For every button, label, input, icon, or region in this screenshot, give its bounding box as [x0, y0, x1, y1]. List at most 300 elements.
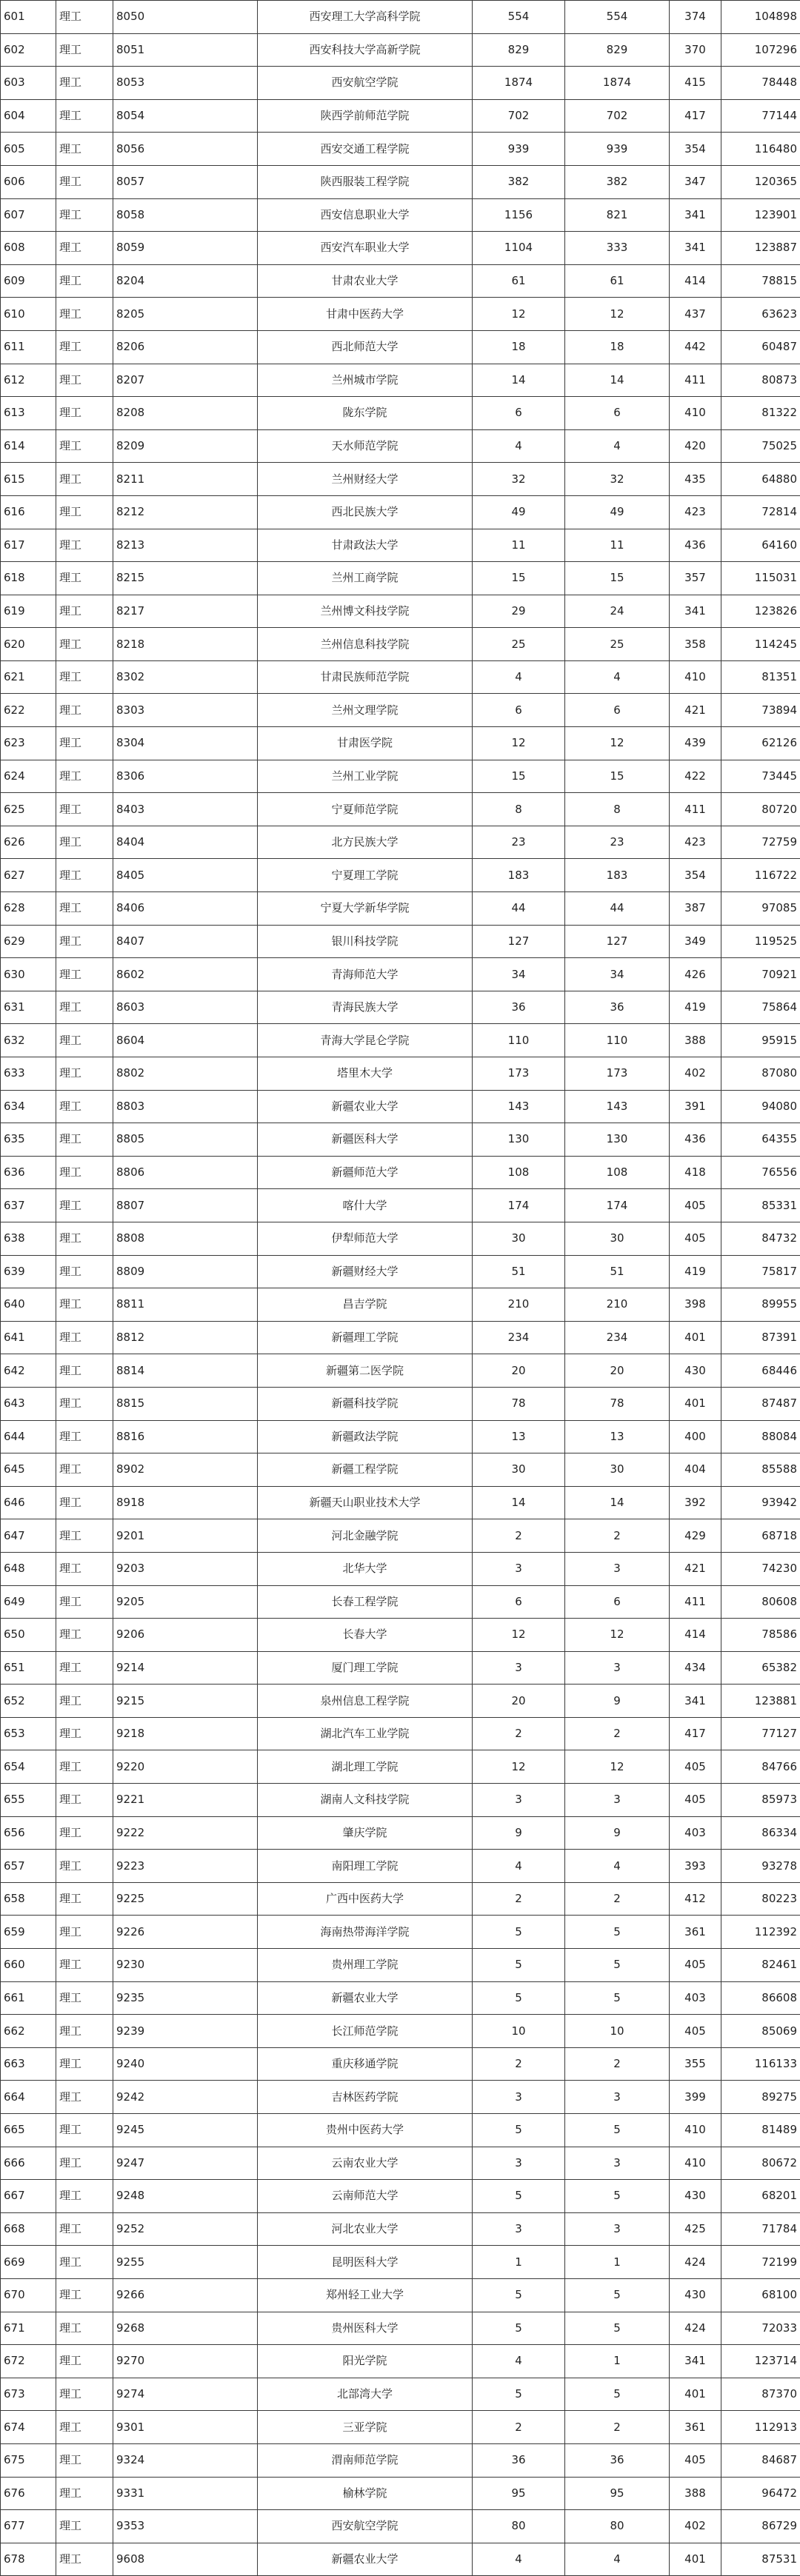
school-code-cell: 8206: [113, 330, 258, 364]
school-name-cell: 新疆科技学院: [258, 1387, 473, 1420]
table-row: [1, 1453, 800, 1487]
category-cell: 理工: [56, 2047, 113, 2081]
plan-count-cell: 5: [473, 2180, 565, 2213]
row-number-cell: 627: [1, 859, 56, 892]
min-rank-cell: 68446: [721, 1354, 800, 1388]
min-rank-cell: 64160: [721, 529, 800, 562]
min-rank-cell: 78815: [721, 264, 800, 298]
table-row: [1, 33, 800, 67]
min-score-cell: 425: [670, 2212, 721, 2246]
table-row: [1, 2312, 800, 2345]
category-cell: 理工: [56, 925, 113, 958]
category-cell: 理工: [56, 1949, 113, 1982]
category-cell: 理工: [56, 1552, 113, 1585]
min-rank-cell: 116480: [721, 133, 800, 166]
category-cell: 理工: [56, 495, 113, 529]
row-number-cell: 665: [1, 2114, 56, 2147]
min-score-cell: 374: [670, 1, 721, 34]
school-code-cell: 9201: [113, 1519, 258, 1553]
school-name-cell: 湖北汽车工业学院: [258, 1717, 473, 1750]
school-name-cell: 河北金融学院: [258, 1519, 473, 1553]
min-rank-cell: 68201: [721, 2180, 800, 2213]
category-cell: 理工: [56, 1750, 113, 1784]
min-score-cell: 370: [670, 33, 721, 67]
table-row: [1, 1916, 800, 1949]
min-rank-cell: 85069: [721, 2015, 800, 2048]
min-rank-cell: 68100: [721, 2278, 800, 2312]
school-name-cell: 西安信息职业大学: [258, 198, 473, 232]
plan-count-cell: 20: [473, 1685, 565, 1718]
school-code-cell: 8814: [113, 1354, 258, 1388]
plan-count-cell: 5: [473, 1981, 565, 2015]
row-number-cell: 612: [1, 364, 56, 397]
table-row: [1, 1024, 800, 1057]
min-score-cell: 436: [670, 1123, 721, 1157]
plan-count-cell: 6: [473, 1585, 565, 1619]
category-cell: 理工: [56, 397, 113, 430]
min-score-cell: 415: [670, 67, 721, 100]
plan-count-cell: 14: [473, 1486, 565, 1519]
row-number-cell: 637: [1, 1189, 56, 1222]
category-cell: 理工: [56, 793, 113, 826]
admitted-count-cell: 108: [565, 1156, 670, 1189]
min-score-cell: 419: [670, 991, 721, 1024]
admitted-count-cell: 821: [565, 198, 670, 232]
category-cell: 理工: [56, 2443, 113, 2477]
min-score-cell: 402: [670, 1057, 721, 1091]
admitted-count-cell: 2: [565, 1717, 670, 1750]
row-number-cell: 666: [1, 2147, 56, 2180]
row-number-cell: 657: [1, 1850, 56, 1883]
min-score-cell: 401: [670, 1387, 721, 1420]
min-score-cell: 430: [670, 1354, 721, 1388]
school-name-cell: 甘肃中医药大学: [258, 298, 473, 331]
row-number-cell: 659: [1, 1916, 56, 1949]
min-score-cell: 405: [670, 2015, 721, 2048]
row-number-cell: 646: [1, 1486, 56, 1519]
admitted-count-cell: 18: [565, 330, 670, 364]
admitted-count-cell: 5: [565, 1916, 670, 1949]
min-rank-cell: 75025: [721, 429, 800, 463]
min-score-cell: 410: [670, 660, 721, 694]
admitted-count-cell: 183: [565, 859, 670, 892]
table-row: [1, 1750, 800, 1784]
category-cell: 理工: [56, 1123, 113, 1157]
table-row: [1, 660, 800, 694]
admitted-count-cell: 173: [565, 1057, 670, 1091]
table-row: [1, 1, 800, 34]
min-rank-cell: 123901: [721, 198, 800, 232]
school-code-cell: 8051: [113, 33, 258, 67]
min-score-cell: 388: [670, 1024, 721, 1057]
school-name-cell: 西安航空学院: [258, 67, 473, 100]
min-rank-cell: 88084: [721, 1420, 800, 1453]
table-row: [1, 760, 800, 793]
min-rank-cell: 76556: [721, 1156, 800, 1189]
min-rank-cell: 81322: [721, 397, 800, 430]
category-cell: 理工: [56, 1651, 113, 1685]
admitted-count-cell: 9: [565, 1685, 670, 1718]
school-name-cell: 北华大学: [258, 1552, 473, 1585]
row-number-cell: 664: [1, 2081, 56, 2114]
school-code-cell: 8207: [113, 364, 258, 397]
row-number-cell: 670: [1, 2278, 56, 2312]
plan-count-cell: 49: [473, 495, 565, 529]
plan-count-cell: 30: [473, 1222, 565, 1255]
plan-count-cell: 3: [473, 1552, 565, 1585]
min-rank-cell: 85331: [721, 1189, 800, 1222]
min-rank-cell: 93278: [721, 1850, 800, 1883]
row-number-cell: 621: [1, 660, 56, 694]
category-cell: 理工: [56, 628, 113, 661]
school-code-cell: 9203: [113, 1552, 258, 1585]
min-rank-cell: 82461: [721, 1949, 800, 1982]
min-score-cell: 354: [670, 859, 721, 892]
min-rank-cell: 72033: [721, 2312, 800, 2345]
table-row: [1, 1123, 800, 1157]
admitted-count-cell: 5: [565, 2180, 670, 2213]
school-name-cell: 渭南师范学院: [258, 2443, 473, 2477]
row-number-cell: 629: [1, 925, 56, 958]
plan-count-cell: 11: [473, 529, 565, 562]
admitted-count-cell: 174: [565, 1189, 670, 1222]
admitted-count-cell: 1: [565, 2345, 670, 2378]
min-score-cell: 405: [670, 1784, 721, 1817]
plan-count-cell: 2: [473, 2047, 565, 2081]
min-score-cell: 405: [670, 1189, 721, 1222]
school-name-cell: 新疆天山职业技术大学: [258, 1486, 473, 1519]
min-rank-cell: 123881: [721, 1685, 800, 1718]
school-name-cell: 云南农业大学: [258, 2147, 473, 2180]
table-row: [1, 1420, 800, 1453]
school-name-cell: 三亚学院: [258, 2411, 473, 2444]
table-row: [1, 1816, 800, 1850]
min-rank-cell: 74230: [721, 1552, 800, 1585]
school-code-cell: 8053: [113, 67, 258, 100]
table-row: [1, 397, 800, 430]
category-cell: 理工: [56, 760, 113, 793]
admitted-count-cell: 12: [565, 298, 670, 331]
admitted-count-cell: 24: [565, 595, 670, 628]
category-cell: 理工: [56, 232, 113, 265]
min-score-cell: 404: [670, 1453, 721, 1487]
admitted-count-cell: 554: [565, 1, 670, 34]
category-cell: 理工: [56, 1784, 113, 1817]
min-rank-cell: 87370: [721, 2378, 800, 2411]
school-code-cell: 9266: [113, 2278, 258, 2312]
category-cell: 理工: [56, 2278, 113, 2312]
school-name-cell: 新疆政法学院: [258, 1420, 473, 1453]
plan-count-cell: 3: [473, 2147, 565, 2180]
row-number-cell: 609: [1, 264, 56, 298]
school-name-cell: 塔里木大学: [258, 1057, 473, 1091]
school-name-cell: 甘肃农业大学: [258, 264, 473, 298]
school-name-cell: 甘肃政法大学: [258, 529, 473, 562]
table-row: [1, 67, 800, 100]
school-code-cell: 8802: [113, 1057, 258, 1091]
school-code-cell: 8807: [113, 1189, 258, 1222]
min-rank-cell: 104898: [721, 1, 800, 34]
min-score-cell: 430: [670, 2180, 721, 2213]
school-name-cell: 北部湾大学: [258, 2378, 473, 2411]
min-rank-cell: 73894: [721, 694, 800, 727]
school-name-cell: 西安航空学院: [258, 2510, 473, 2543]
plan-count-cell: 173: [473, 1057, 565, 1091]
table-row: [1, 2147, 800, 2180]
admitted-count-cell: 20: [565, 1354, 670, 1388]
row-number-cell: 607: [1, 198, 56, 232]
plan-count-cell: 61: [473, 264, 565, 298]
school-name-cell: 广西中医药大学: [258, 1882, 473, 1916]
school-name-cell: 新疆财经大学: [258, 1255, 473, 1288]
min-score-cell: 405: [670, 1222, 721, 1255]
min-score-cell: 420: [670, 429, 721, 463]
min-score-cell: 410: [670, 2114, 721, 2147]
row-number-cell: 651: [1, 1651, 56, 1685]
category-cell: 理工: [56, 660, 113, 694]
min-score-cell: 401: [670, 2543, 721, 2576]
school-code-cell: 8406: [113, 892, 258, 926]
table-row: [1, 1354, 800, 1388]
min-score-cell: 410: [670, 397, 721, 430]
row-number-cell: 641: [1, 1321, 56, 1354]
school-name-cell: 宁夏师范学院: [258, 793, 473, 826]
school-name-cell: 新疆第二医学院: [258, 1354, 473, 1388]
table-row: [1, 1519, 800, 1553]
row-number-cell: 618: [1, 562, 56, 595]
plan-count-cell: 18: [473, 330, 565, 364]
row-number-cell: 635: [1, 1123, 56, 1157]
school-name-cell: 贵州理工学院: [258, 1949, 473, 1982]
plan-count-cell: 14: [473, 364, 565, 397]
school-code-cell: 8212: [113, 495, 258, 529]
min-score-cell: 341: [670, 2345, 721, 2378]
row-number-cell: 638: [1, 1222, 56, 1255]
min-score-cell: 361: [670, 2411, 721, 2444]
table-row: [1, 165, 800, 198]
admitted-count-cell: 34: [565, 958, 670, 991]
row-number-cell: 602: [1, 33, 56, 67]
admitted-count-cell: 78: [565, 1387, 670, 1420]
row-number-cell: 606: [1, 165, 56, 198]
category-cell: 理工: [56, 2147, 113, 2180]
plan-count-cell: 5: [473, 2278, 565, 2312]
school-code-cell: 9230: [113, 1949, 258, 1982]
min-rank-cell: 72759: [721, 826, 800, 859]
school-name-cell: 西北师范大学: [258, 330, 473, 364]
table-row: [1, 1685, 800, 1718]
admitted-count-cell: 5: [565, 1949, 670, 1982]
category-cell: 理工: [56, 1321, 113, 1354]
admitted-count-cell: 3: [565, 1784, 670, 1817]
category-cell: 理工: [56, 1090, 113, 1123]
row-number-cell: 623: [1, 727, 56, 760]
table-row: [1, 1222, 800, 1255]
school-code-cell: 8058: [113, 198, 258, 232]
table-row: [1, 2345, 800, 2378]
plan-count-cell: 108: [473, 1156, 565, 1189]
min-score-cell: 341: [670, 1685, 721, 1718]
min-rank-cell: 123826: [721, 595, 800, 628]
plan-count-cell: 3: [473, 1784, 565, 1817]
admitted-count-cell: 2: [565, 1882, 670, 1916]
school-code-cell: 8403: [113, 793, 258, 826]
school-name-cell: 兰州财经大学: [258, 463, 473, 496]
table-row: [1, 2212, 800, 2246]
min-score-cell: 422: [670, 760, 721, 793]
school-name-cell: 新疆师范大学: [258, 1156, 473, 1189]
category-cell: 理工: [56, 99, 113, 133]
admitted-count-cell: 11: [565, 529, 670, 562]
table-row: [1, 793, 800, 826]
plan-count-cell: 143: [473, 1090, 565, 1123]
school-name-cell: 青海民族大学: [258, 991, 473, 1024]
table-row: [1, 826, 800, 859]
plan-count-cell: 80: [473, 2510, 565, 2543]
plan-count-cell: 15: [473, 562, 565, 595]
category-cell: 理工: [56, 463, 113, 496]
school-code-cell: 9331: [113, 2477, 258, 2510]
min-rank-cell: 112913: [721, 2411, 800, 2444]
row-number-cell: 652: [1, 1685, 56, 1718]
school-code-cell: 9608: [113, 2543, 258, 2576]
plan-count-cell: 36: [473, 991, 565, 1024]
school-code-cell: 9268: [113, 2312, 258, 2345]
min-score-cell: 341: [670, 198, 721, 232]
min-rank-cell: 112392: [721, 1916, 800, 1949]
table-row: [1, 2443, 800, 2477]
school-name-cell: 北方民族大学: [258, 826, 473, 859]
min-rank-cell: 60487: [721, 330, 800, 364]
plan-count-cell: 32: [473, 463, 565, 496]
school-code-cell: 8303: [113, 694, 258, 727]
admitted-count-cell: 15: [565, 562, 670, 595]
school-name-cell: 西北民族大学: [258, 495, 473, 529]
table-row: [1, 2081, 800, 2114]
admitted-count-cell: 3: [565, 1651, 670, 1685]
school-name-cell: 甘肃民族师范学院: [258, 660, 473, 694]
table-row: [1, 2543, 800, 2576]
table-row: [1, 2114, 800, 2147]
school-code-cell: 9239: [113, 2015, 258, 2048]
school-name-cell: 宁夏理工学院: [258, 859, 473, 892]
admitted-count-cell: 2: [565, 2411, 670, 2444]
school-name-cell: 阳光学院: [258, 2345, 473, 2378]
plan-count-cell: 3: [473, 1651, 565, 1685]
school-name-cell: 河北农业大学: [258, 2212, 473, 2246]
row-number-cell: 643: [1, 1387, 56, 1420]
row-number-cell: 617: [1, 529, 56, 562]
school-name-cell: 榆林学院: [258, 2477, 473, 2510]
table-row: [1, 1850, 800, 1883]
category-cell: 理工: [56, 727, 113, 760]
min-score-cell: 424: [670, 2312, 721, 2345]
min-score-cell: 418: [670, 1156, 721, 1189]
min-score-cell: 341: [670, 232, 721, 265]
category-cell: 理工: [56, 1916, 113, 1949]
admitted-count-cell: 143: [565, 1090, 670, 1123]
row-number-cell: 601: [1, 1, 56, 34]
min-score-cell: 410: [670, 2147, 721, 2180]
table-row: [1, 2015, 800, 2048]
admitted-count-cell: 15: [565, 760, 670, 793]
min-score-cell: 388: [670, 2477, 721, 2510]
row-number-cell: 633: [1, 1057, 56, 1091]
admitted-count-cell: 3: [565, 1552, 670, 1585]
school-name-cell: 吉林医药学院: [258, 2081, 473, 2114]
row-number-cell: 616: [1, 495, 56, 529]
row-number-cell: 625: [1, 793, 56, 826]
school-name-cell: 新疆农业大学: [258, 2543, 473, 2576]
school-code-cell: 9215: [113, 1685, 258, 1718]
admitted-count-cell: 6: [565, 1585, 670, 1619]
min-score-cell: 355: [670, 2047, 721, 2081]
school-code-cell: 8054: [113, 99, 258, 133]
row-number-cell: 655: [1, 1784, 56, 1817]
category-cell: 理工: [56, 2180, 113, 2213]
plan-count-cell: 36: [473, 2443, 565, 2477]
category-cell: 理工: [56, 264, 113, 298]
category-cell: 理工: [56, 198, 113, 232]
school-code-cell: 9255: [113, 2246, 258, 2279]
category-cell: 理工: [56, 2477, 113, 2510]
min-rank-cell: 114245: [721, 628, 800, 661]
admitted-count-cell: 13: [565, 1420, 670, 1453]
plan-count-cell: 25: [473, 628, 565, 661]
plan-count-cell: 5: [473, 2312, 565, 2345]
min-rank-cell: 84732: [721, 1222, 800, 1255]
school-code-cell: 9301: [113, 2411, 258, 2444]
row-number-cell: 672: [1, 2345, 56, 2378]
admitted-count-cell: 36: [565, 2443, 670, 2477]
school-name-cell: 青海大学昆仑学院: [258, 1024, 473, 1057]
min-rank-cell: 94080: [721, 1090, 800, 1123]
school-code-cell: 9225: [113, 1882, 258, 1916]
category-cell: 理工: [56, 1585, 113, 1619]
min-rank-cell: 87487: [721, 1387, 800, 1420]
admitted-count-cell: 5: [565, 2114, 670, 2147]
school-code-cell: 9252: [113, 2212, 258, 2246]
table-row: [1, 198, 800, 232]
category-cell: 理工: [56, 1354, 113, 1388]
school-name-cell: 西安科技大学高新学院: [258, 33, 473, 67]
category-cell: 理工: [56, 1057, 113, 1091]
category-cell: 理工: [56, 595, 113, 628]
category-cell: 理工: [56, 2212, 113, 2246]
plan-count-cell: 2: [473, 2411, 565, 2444]
admitted-count-cell: 6: [565, 397, 670, 430]
admitted-count-cell: 10: [565, 2015, 670, 2048]
school-name-cell: 肇庆学院: [258, 1816, 473, 1850]
table-row: [1, 495, 800, 529]
table-row: [1, 1189, 800, 1222]
school-code-cell: 9274: [113, 2378, 258, 2411]
admitted-count-cell: 1874: [565, 67, 670, 100]
table-row: [1, 298, 800, 331]
min-score-cell: 399: [670, 2081, 721, 2114]
school-name-cell: 贵州医科大学: [258, 2312, 473, 2345]
admitted-count-cell: 1: [565, 2246, 670, 2279]
row-number-cell: 667: [1, 2180, 56, 2213]
category-cell: 理工: [56, 1255, 113, 1288]
admitted-count-cell: 95: [565, 2477, 670, 2510]
admitted-count-cell: 210: [565, 1288, 670, 1322]
plan-count-cell: 51: [473, 1255, 565, 1288]
table-row: [1, 264, 800, 298]
min-score-cell: 429: [670, 1519, 721, 1553]
admitted-count-cell: 4: [565, 429, 670, 463]
row-number-cell: 648: [1, 1552, 56, 1585]
